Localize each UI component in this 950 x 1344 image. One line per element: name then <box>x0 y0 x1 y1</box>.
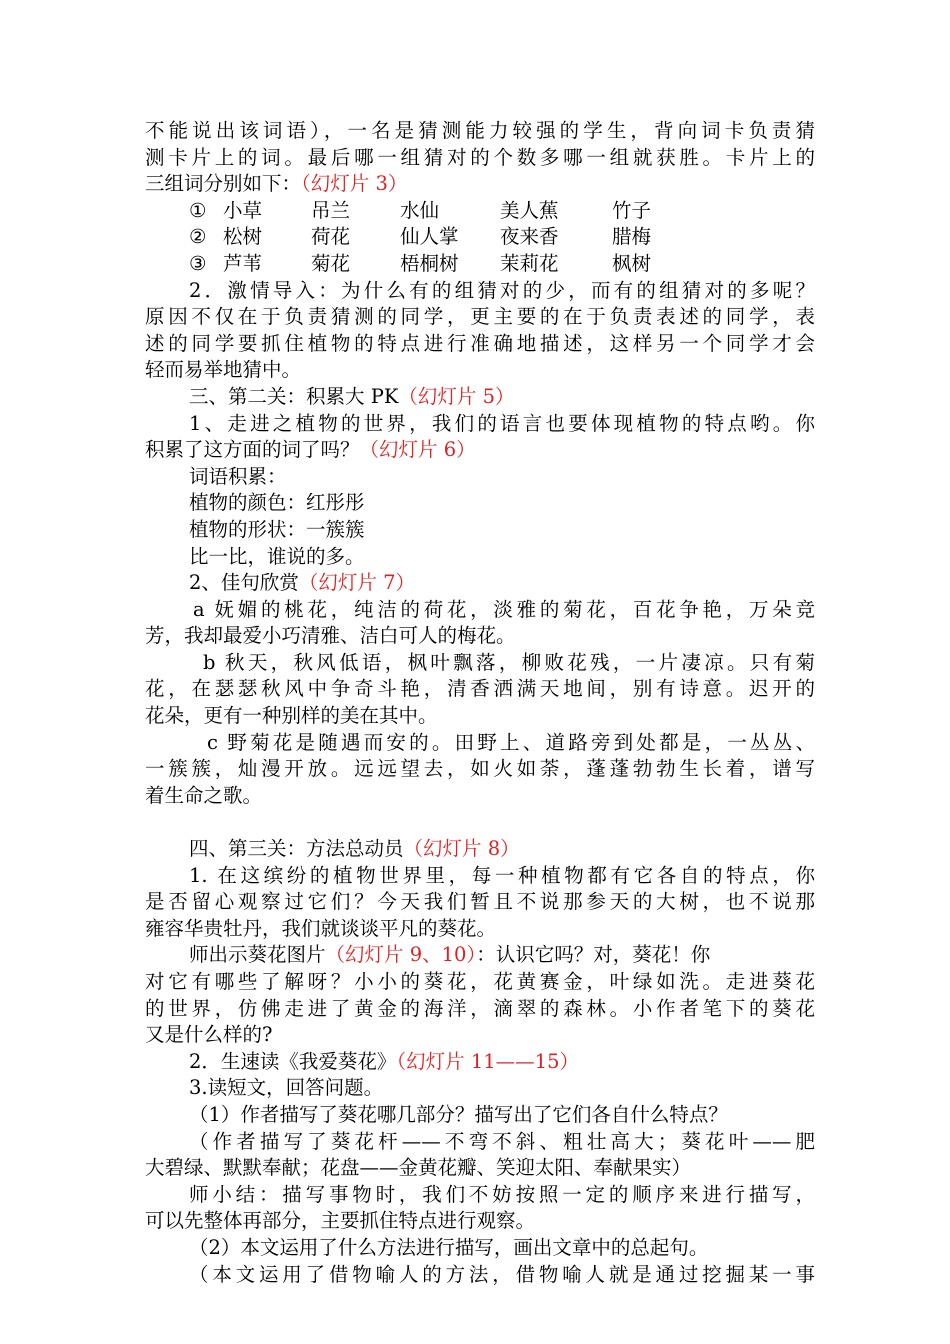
s3-p1-line-2 <box>145 437 815 464</box>
slide-ref-5: （幻灯片 5） <box>398 384 515 408</box>
sentence-a-line-1: a 妩媚的桃花，纯洁的荷花，淡雅的菊花，百花争艳，万朵竞 <box>193 597 815 621</box>
s4-teacher-line-3: 的世界，仿佛走进了黄金的海洋，滴翠的森林。小作者笔下的葵花 <box>145 996 815 1020</box>
passion-line-4: 轻而易举地猜中。 <box>145 358 302 382</box>
group-number: ② <box>189 225 207 249</box>
summary-line-2: 可以先整体再部分，主要抓住特点进行观察。 <box>145 1209 536 1233</box>
section-4-heading <box>145 836 815 863</box>
passion-line-2: 原因不仅在于负责猜测的同学，更主要的在于负责表述的同学，表 <box>145 305 815 329</box>
teacher-text-b: ：认识它吗？对，葵花！你 <box>476 943 711 967</box>
word: 夜来香 <box>500 225 559 249</box>
slide-ref-3: （幻灯片 3） <box>301 172 408 196</box>
s4-p1-line-1: 1. 在这缤纷的植物世界里，每一种植物都有它各自的特点，你 <box>189 863 815 887</box>
s3-p1-line-1: 1、走进之植物的世界，我们的语言也要体现植物的特点哟。你 <box>189 411 815 435</box>
word-group-3 <box>145 251 815 278</box>
intro-line-1: 不能说出该词语），一名是猜测能力较强的学生，背向词卡负责猜 <box>145 119 815 142</box>
s3-p1-text: 积累了这方面的词了吗？ <box>145 438 360 462</box>
sentence-a-line-2: 芳，我却最爱小巧清雅、洁白可人的梅花。 <box>145 624 516 648</box>
s4-teacher-line-2: 对它有哪些了解呀？小小的葵花，花黄赛金，叶绿如洗。走进葵花 <box>145 970 815 993</box>
s4-p1-line-3: 雍容华贵牡丹，我们就谈谈平凡的葵花。 <box>145 916 497 940</box>
document-page <box>145 118 815 1288</box>
question-1: （1）作者描写了葵花哪几部分？描写出了它们各自什么特点？ <box>189 1102 728 1126</box>
vocab-color: 植物的颜色：红彤彤 <box>189 491 365 515</box>
sentence-c-line-3: 着生命之歌。 <box>145 783 263 807</box>
slide-ref-9-10: （幻灯片 9、10） <box>325 943 477 967</box>
compare-line: 比一比，谁说的多。 <box>189 544 365 568</box>
paragraph-gap <box>145 809 815 836</box>
slide-ref-7: （幻灯片 7） <box>298 571 416 595</box>
summary-line-1: 师小结：描写事物时，我们不妨按照一定的顺序来进行描写， <box>189 1182 815 1206</box>
word: 竹子 <box>612 198 652 222</box>
sentence-title: 2、佳句欣赏 <box>189 571 299 595</box>
sentence-b-line-2: 花，在瑟瑟秋风中争奇斗艳，清香洒满天地间，别有诗意。迟开的 <box>145 677 815 701</box>
vocab-title: 词语积累： <box>189 464 287 488</box>
word: 腊梅 <box>612 225 652 249</box>
sentence-b-line-3: 花朵，更有一种别样的美在其中。 <box>145 704 438 728</box>
intro-line-2: 测卡片上的词。最后哪一组猜对的个数多哪一组就获胜。卡片上的 <box>145 145 815 169</box>
slide-ref-8: （幻灯片 8） <box>403 837 520 861</box>
answer-1-line-1: （作者描写了葵花杆——不弯不斜、粗壮高大；葵花叶——肥 <box>189 1129 815 1153</box>
sentence-c-line-2: 一簇簇，灿漫开放。远远望去，如火如荼，蓬蓬勃勃生长着，谱写 <box>145 757 815 781</box>
s4-p3-line: 3.读短文，回答问题。 <box>189 1076 384 1100</box>
s4-teacher-line-4: 又是什么样的? <box>145 1023 273 1047</box>
sentence-c-line-1: c 野菊花是随遇而安的。田野上、道路旁到处都是，一丛丛、 <box>207 730 815 754</box>
word: 仙人掌 <box>400 225 459 249</box>
teacher-text-a: 师出示葵花图片 <box>189 943 326 967</box>
s4-teacher-line-1 <box>145 942 815 969</box>
intro-line-3 <box>145 171 815 198</box>
s4-p2-line <box>145 1049 815 1076</box>
question-2: （2）本文运用了什么方法进行描写，画出文章中的总起句。 <box>189 1235 709 1259</box>
group-number: ① <box>189 198 207 222</box>
word: 菊花 <box>311 251 351 275</box>
answer-2-line-1: （本文运用了借物喻人的方法，借物喻人就是通过挖掘某一事 <box>189 1262 815 1286</box>
group-number: ③ <box>189 251 207 275</box>
s4-p2-text: 2．生速读《我爱葵花》 <box>189 1049 397 1073</box>
word: 松树 <box>223 225 263 249</box>
word: 茉莉花 <box>500 251 559 275</box>
s4-p1-line-2: 是否留心观察过它们？今天我们暂且不说那参天的大树，也不说那 <box>145 890 815 914</box>
word: 吊兰 <box>311 198 351 222</box>
vocab-shape: 植物的形状：一簇簇 <box>189 517 365 541</box>
passion-line-3: 述的同学要抓住植物的特点进行准确地描述，这样另一个同学才会 <box>145 331 815 355</box>
word: 荷花 <box>311 225 351 249</box>
word: 梧桐树 <box>400 251 459 275</box>
sentence-heading <box>145 570 815 597</box>
word-group-2 <box>145 224 815 251</box>
passion-line-1: 2．激情导入：为什么有的组猜对的少，而有的组猜对的多呢？ <box>189 278 815 302</box>
section-4-title: 四、第三关：方法总动员 <box>189 837 404 861</box>
word-group-1 <box>145 198 815 225</box>
word: 小草 <box>223 198 263 222</box>
sentence-b-line-1: b 秋天，秋风低语，枫叶飘落，柳败花残，一片凄凉。只有菊 <box>203 650 815 674</box>
slide-ref-6: （幻灯片 6） <box>359 438 476 462</box>
word: 枫树 <box>612 251 652 275</box>
word: 水仙 <box>400 198 440 222</box>
intro-text: 三组词分别如下： <box>145 172 302 196</box>
answer-1-line-2: 大碧绿、默默奉献；花盘——金黄花瓣、笑迎太阳、奉献果实） <box>145 1156 692 1180</box>
section-3-title: 三、第二关：积累大 PK <box>189 384 399 408</box>
section-3-heading <box>145 384 815 411</box>
slide-ref-11-15: （幻灯片 11——15） <box>396 1049 579 1073</box>
word: 芦苇 <box>223 251 263 275</box>
word: 美人蕉 <box>500 198 559 222</box>
